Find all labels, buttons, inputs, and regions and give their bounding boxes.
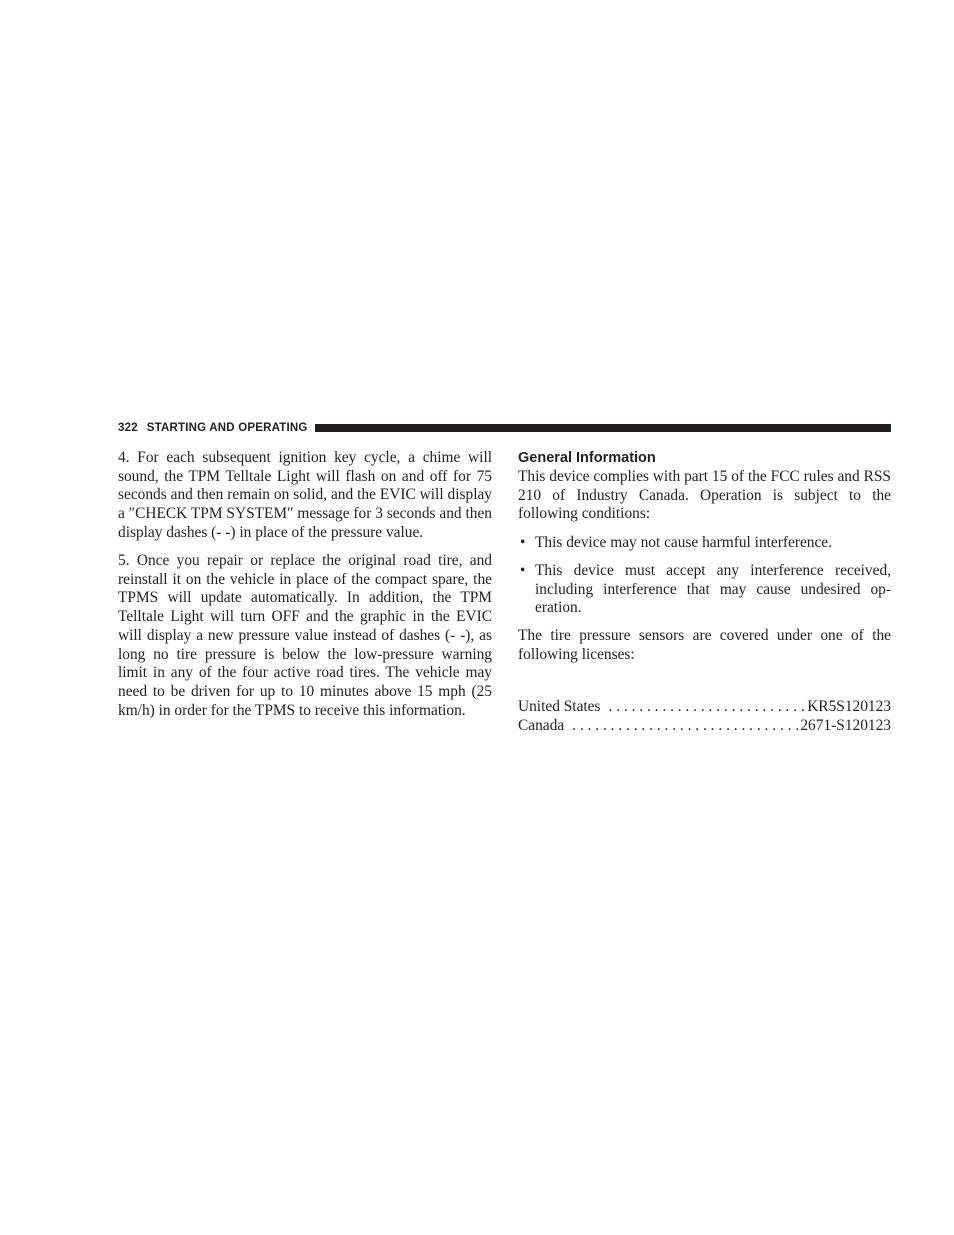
conditions-list (518, 534, 891, 618)
paragraph-step-4: 4. For each subsequent ignition key cycle, a chime will sound, the TPM Telltale Light will flash on and off for 75 seconds and then remain on solid, and the EVIC will display a ″CHECK TPM SYSTEM″ message for 3 seconds and then display dashes (- -) in place of the pressure value. (118, 449, 492, 541)
right-column (518, 449, 891, 735)
compliance-intro: This device complies with part 15 of the FCC rules and RSS 210 of Industry Canada. Operation is subject to the following conditions: (518, 468, 891, 523)
license-number: 2671-S120123 (800, 716, 891, 734)
license-country: United States (518, 697, 601, 715)
list-item (518, 562, 891, 618)
license-row (518, 717, 891, 736)
condition-text: This device may not cause harmful interference. (535, 533, 832, 551)
dot-leader (564, 717, 800, 736)
license-country: Canada (518, 716, 565, 734)
general-information-heading: General Information (518, 450, 656, 466)
bullet-icon: • (520, 561, 526, 579)
condition-text: This device must accept any interference received, including interference that may cause undesired op-eration. (535, 561, 891, 617)
license-row (518, 698, 891, 717)
dot-leader (601, 698, 808, 717)
page-number: 322 (118, 422, 138, 434)
paragraph-step-5: 5. Once you repair or replace the original road tire, and reinstall it on the vehicle in place of the compact spare, the TPMS will update automatically. In addition, the TPM Telltale Light will turn OFF and the graphic in the EVIC will display a new pressure value instead of dashes (- -), as long no tire pressure is below the low-pressure warning limit in any of the four active road tires. The vehicle may need to be driven for up to 10 minutes above 15 mph (25 km/h) in order for the TPMS to receive this information. (118, 552, 492, 719)
list-item (518, 534, 891, 553)
left-column (118, 449, 492, 730)
header-rule (315, 424, 891, 432)
page-header (118, 420, 891, 436)
bullet-icon: • (520, 533, 526, 551)
licenses-table (518, 698, 891, 735)
licenses-intro: The tire pressure sensors are covered under one of the following licenses: (518, 627, 891, 664)
license-number: KR5S120123 (807, 697, 891, 715)
section-title: STARTING AND OPERATING (146, 422, 308, 434)
